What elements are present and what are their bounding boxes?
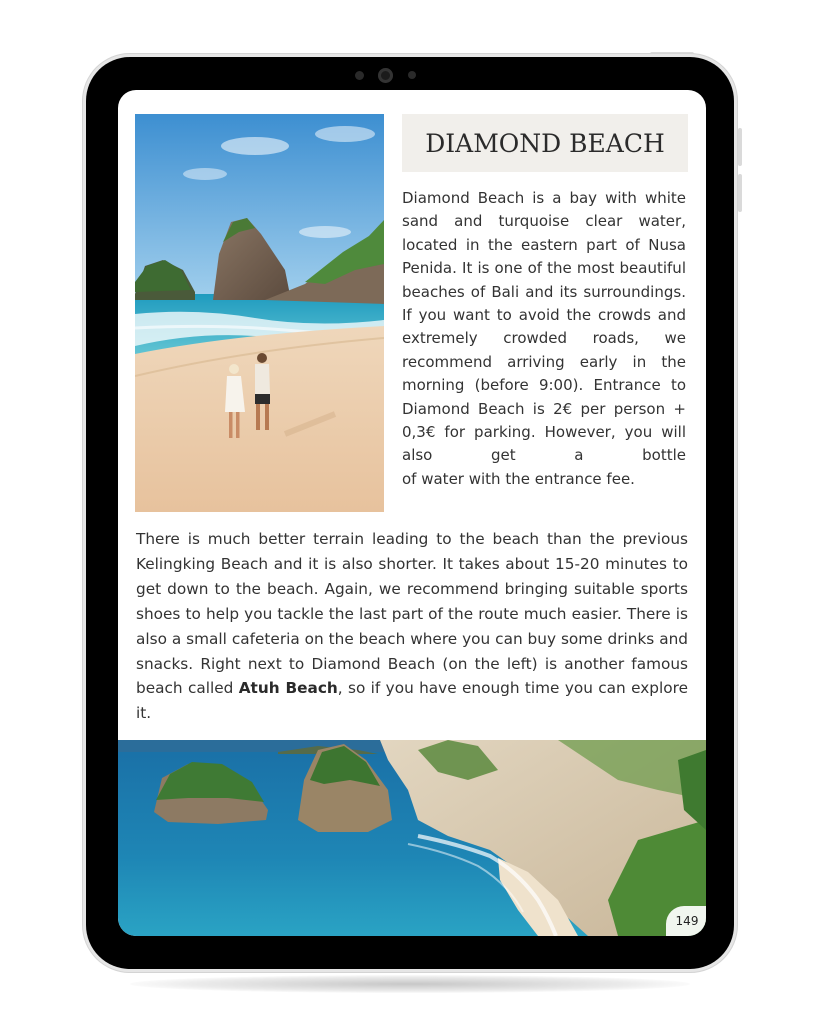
body-text: There is much better terrain leading to the beach than the previous Kelingking Beach and it is also shorter. It takes about 15-20 minutes to get down to the beach. Again, we recommend bringing suitable sports shoes to help you tackle the last part of the route much easier. There is also a small cafeteria on the beach where you can buy some drinks and snacks. Right next to Diamond Beach (on the left) is another famous beach called — [136, 530, 688, 698]
page-number: 149 — [666, 906, 706, 936]
intro-line: person + 0,3€ for parking. — [402, 399, 686, 442]
device-shadow — [130, 975, 690, 993]
sensor-icon — [408, 71, 416, 79]
intro-line: of Nusa Penida. It is one of the — [402, 235, 686, 278]
intro-line: of water with the entrance fee. — [402, 469, 635, 488]
intro-line: to avoid the crowds and — [496, 306, 686, 325]
intro-line: white sand and turquoise clear — [402, 189, 686, 231]
volume-down-button — [738, 174, 742, 212]
power-button — [650, 52, 694, 56]
intro-paragraph — [402, 187, 686, 491]
atuh-beach-highlight: Atuh Beach — [238, 679, 338, 698]
intro-line: Diamond Beach is a bay with — [402, 189, 637, 207]
intro-line: recommend arriving early in the — [402, 352, 686, 371]
sensor-icon — [355, 71, 364, 80]
body-text-end: , so if you have enough time you can explore it. — [136, 679, 688, 723]
page-title: DIAMOND BEACH — [425, 128, 665, 158]
title-banner — [402, 114, 688, 172]
camera-icon — [378, 68, 393, 83]
body-paragraph — [136, 527, 688, 726]
tablet-screen — [118, 90, 706, 936]
volume-up-button — [738, 128, 742, 166]
intro-line: water, located in the eastern part — [402, 212, 686, 254]
diamond-beach-aerial-photo — [118, 740, 706, 936]
intro-line: However, you will also get a bottle — [402, 423, 686, 465]
intro-line: to Diamond Beach is 2€ per — [402, 376, 686, 418]
intro-line: extremely crowded roads, we — [402, 329, 686, 348]
couple-on-beach-photo — [135, 114, 384, 512]
intro-line: morning (before 9:00). Entrance — [402, 376, 661, 395]
intro-line: and its surroundings. If you want — [402, 282, 686, 325]
intro-line: most beautiful beaches of Bali — [402, 259, 686, 301]
